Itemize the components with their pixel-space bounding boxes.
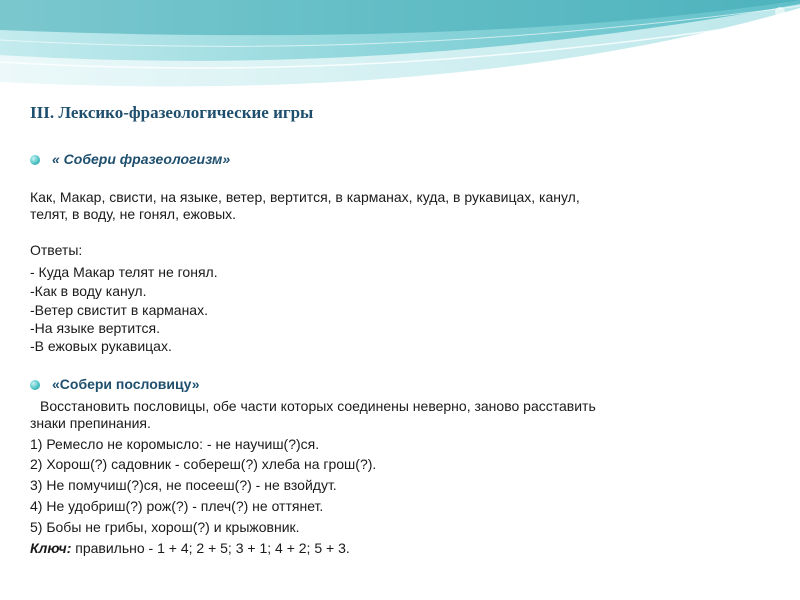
slide-title: III. Лексико-фразеологические игры: [30, 103, 314, 122]
key-line: [30, 540, 350, 557]
task-line-2: знаки препинания.: [30, 415, 151, 431]
section-heading-proverb: [30, 376, 200, 392]
proverb-item: 5) Бобы не грибы, хорош(?) и крыжовник.: [30, 519, 300, 535]
proverb-item: 4) Не удобриш(?) рож(?) - плеч(?) не оттянет.: [30, 498, 324, 514]
key-label: Ключ:: [30, 540, 72, 556]
decorative-wave-background: [0, 0, 800, 100]
answer-item: -В ежовых рукавицах.: [30, 338, 172, 354]
proverb-item: 1) Ремесло не коромысло: - не научиш(?)ся.: [30, 436, 320, 452]
proverb-item: 3) Не помучиш(?)ся, не посееш(?) - не взойдут.: [30, 477, 337, 493]
answer-item: -Как в воду канул.: [30, 283, 147, 299]
proverb-item: 2) Хорош(?) садовник - собереш(?) хлеба на грош(?).: [30, 456, 377, 472]
bullet-icon: [30, 380, 40, 390]
section1-heading: « Собери фразеологизм»: [52, 151, 231, 167]
words-line-1: Как, Макар, свисти, на языке, ветер, вертится, в карманах, куда, в рукавицах, канул,: [30, 189, 580, 205]
answer-item: - Куда Макар телят не гонял.: [30, 264, 218, 280]
key-text: правильно - 1 + 4; 2 + 5; 3 + 1; 4 + 2; 5 + 3.: [71, 540, 350, 556]
section-heading-phraseologism: [30, 151, 230, 167]
answer-item: -На языке вертится.: [30, 320, 160, 336]
task-line-1: Восстановить пословицы, обе части которых соединены неверно, заново расставить: [40, 398, 596, 414]
bullet-icon: [30, 155, 40, 165]
words-line-2: телят, в воду, не гонял, ежовых.: [30, 206, 237, 222]
answers-label: Ответы:: [30, 242, 83, 258]
section2-heading: «Собери пословицу»: [52, 376, 200, 392]
answer-item: -Ветер свистит в карманах.: [30, 302, 208, 318]
